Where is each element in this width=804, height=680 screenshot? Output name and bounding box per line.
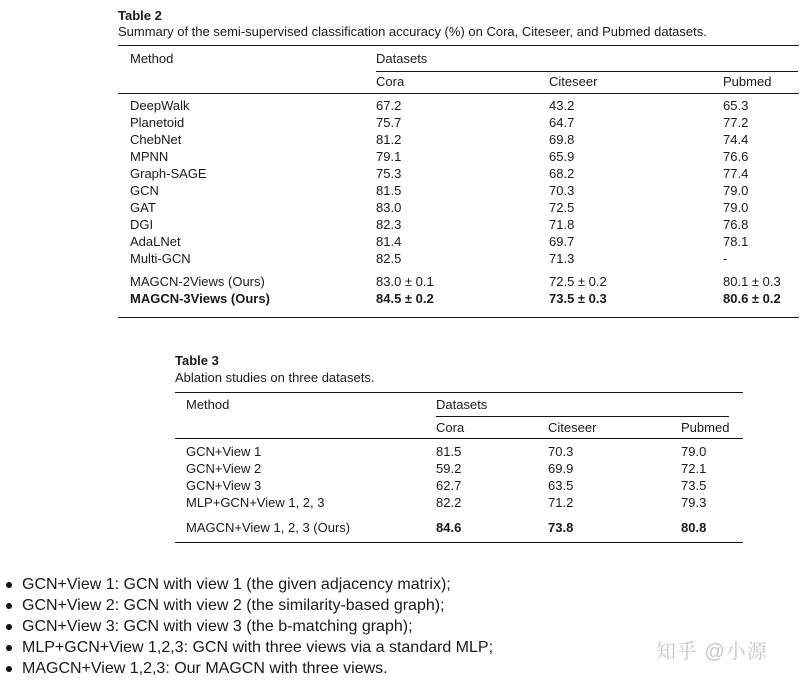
pubmed-cell: 80.6 ± 0.2 [723, 291, 781, 306]
table3-body [186, 443, 736, 536]
citeseer-cell: 69.8 [549, 132, 575, 147]
method-cell: GCN+View 3 [186, 478, 262, 493]
table-row [130, 97, 790, 114]
pubmed-cell: 79.0 [723, 200, 749, 215]
method-cell: ChebNet [130, 132, 182, 147]
table-row [186, 460, 736, 477]
list-item [6, 595, 493, 616]
table3-header-method: Method [186, 397, 230, 412]
table2-header-rule [118, 93, 799, 94]
table-row [130, 114, 790, 131]
bullet-text: GCN+View 3: GCN with view 3 (the b-matching graph); [22, 618, 413, 635]
method-cell: MLP+GCN+View 1, 2, 3 [186, 495, 325, 510]
list-item [6, 637, 493, 658]
method-cell: AdaLNet [130, 234, 181, 249]
table-row [130, 250, 790, 267]
table3-bottom-rule [175, 542, 743, 543]
method-cell: Planetoid [130, 115, 185, 130]
table2-col-cora: Cora [376, 74, 405, 89]
citeseer-cell: 71.2 [548, 495, 574, 510]
table-row [130, 148, 790, 165]
table2-datasets-rule [376, 71, 798, 72]
table-row [130, 182, 790, 199]
citeseer-cell: 64.7 [549, 115, 575, 130]
pubmed-cell: 79.0 [723, 183, 749, 198]
citeseer-cell: 72.5 ± 0.2 [549, 274, 607, 289]
list-item [6, 574, 493, 595]
cora-cell: 81.5 [436, 444, 462, 459]
table-row [130, 165, 790, 182]
bullet-icon [6, 645, 12, 651]
table3-caption: Ablation studies on three datasets. [175, 370, 375, 385]
cora-cell: 84.5 ± 0.2 [376, 291, 434, 306]
method-cell: GAT [130, 200, 156, 215]
cora-cell: 59.2 [436, 461, 462, 476]
pubmed-cell: 76.8 [723, 217, 749, 232]
citeseer-cell: 68.2 [549, 166, 575, 181]
citeseer-cell: 63.5 [548, 478, 574, 493]
table3-col-cora: Cora [436, 420, 465, 435]
table-row [186, 477, 736, 494]
cora-cell: 83.0 ± 0.1 [376, 274, 434, 289]
cora-cell: 83.0 [376, 200, 402, 215]
table2-bottom-rule [118, 317, 799, 318]
table-row [130, 199, 790, 216]
table-row [130, 233, 790, 250]
cora-cell: 82.2 [436, 495, 462, 510]
table2-label: Table 2 [118, 8, 162, 23]
method-cell: GCN+View 1 [186, 444, 262, 459]
cora-cell: 81.4 [376, 234, 402, 249]
table2-body [130, 97, 790, 307]
cora-cell: 81.5 [376, 183, 402, 198]
citeseer-cell: 73.8 [548, 520, 574, 535]
pubmed-cell: 80.1 ± 0.3 [723, 274, 781, 289]
bullet-icon [6, 582, 12, 588]
table-row [130, 273, 790, 290]
table2-caption: Summary of the semi-supervised classification accuracy (%) on Cora, Citeseer, and Pubmed datasets. [118, 24, 707, 39]
bullet-icon [6, 624, 12, 630]
pubmed-cell: 74.4 [723, 132, 749, 147]
table3-header-datasets: Datasets [436, 397, 488, 412]
pubmed-cell: - [723, 251, 728, 266]
table2-col-pubmed: Pubmed [723, 74, 772, 89]
bullet-text: MLP+GCN+View 1,2,3: GCN with three views via a standard MLP; [22, 639, 494, 656]
method-cell: MAGCN-3Views (Ours) [130, 291, 270, 306]
method-cell: GCN+View 2 [186, 461, 262, 476]
pubmed-cell: 79.3 [681, 495, 707, 510]
bullet-text: GCN+View 2: GCN with view 2 (the similarity-based graph); [22, 597, 445, 614]
cora-cell: 82.5 [376, 251, 402, 266]
pubmed-cell: 72.1 [681, 461, 707, 476]
bullet-icon [6, 603, 12, 609]
cora-cell: 75.7 [376, 115, 402, 130]
list-item [6, 658, 493, 679]
pubmed-cell: 80.8 [681, 520, 707, 535]
method-cell: MAGCN-2Views (Ours) [130, 274, 265, 289]
table3-label: Table 3 [175, 353, 219, 368]
table-row-best [130, 290, 790, 307]
cora-cell: 62.7 [436, 478, 462, 493]
pubmed-cell: 79.0 [681, 444, 707, 459]
table3-top-rule [175, 392, 743, 393]
citeseer-cell: 71.8 [549, 217, 575, 232]
method-cell: GCN [130, 183, 159, 198]
table2-header-method: Method [130, 51, 174, 66]
citeseer-cell: 65.9 [549, 149, 575, 164]
method-cell: DGI [130, 217, 154, 232]
table-row-best [186, 519, 736, 536]
citeseer-cell: 71.3 [549, 251, 575, 266]
table-row [130, 216, 790, 233]
cora-cell: 75.3 [376, 166, 402, 181]
pubmed-cell: 76.6 [723, 149, 749, 164]
cora-cell: 82.3 [376, 217, 402, 232]
table3-header-rule [175, 438, 743, 439]
pubmed-cell: 78.1 [723, 234, 749, 249]
cora-cell: 84.6 [436, 520, 462, 535]
citeseer-cell: 70.3 [549, 183, 575, 198]
watermark: 知乎 @小源 [656, 641, 768, 663]
bullet-text: MAGCN+View 1,2,3: Our MAGCN with three views. [22, 660, 388, 677]
citeseer-cell: 73.5 ± 0.3 [549, 291, 607, 306]
pubmed-cell: 77.2 [723, 115, 749, 130]
table2-top-rule [118, 45, 799, 46]
bullet-icon [6, 666, 12, 672]
cora-cell: 81.2 [376, 132, 402, 147]
bullet-text: GCN+View 1: GCN with view 1 (the given adjacency matrix); [22, 576, 451, 593]
table3-datasets-rule [436, 416, 729, 417]
table3-col-pubmed: Pubmed [681, 420, 730, 435]
table-row [186, 494, 736, 511]
ablation-bullet-list [6, 574, 493, 679]
list-item [6, 616, 493, 637]
method-cell: Multi-GCN [130, 251, 191, 266]
citeseer-cell: 72.5 [549, 200, 575, 215]
citeseer-cell: 69.9 [548, 461, 574, 476]
table-row [186, 443, 736, 460]
table2-header-datasets: Datasets [376, 51, 428, 66]
method-cell: MAGCN+View 1, 2, 3 (Ours) [186, 520, 351, 535]
method-cell: DeepWalk [130, 98, 190, 113]
citeseer-cell: 69.7 [549, 234, 575, 249]
method-cell: MPNN [130, 149, 169, 164]
citeseer-cell: 43.2 [549, 98, 575, 113]
pubmed-cell: 65.3 [723, 98, 749, 113]
pubmed-cell: 73.5 [681, 478, 707, 493]
table3-col-citeseer: Citeseer [548, 420, 597, 435]
citeseer-cell: 70.3 [548, 444, 574, 459]
cora-cell: 79.1 [376, 149, 402, 164]
table-row [130, 131, 790, 148]
method-cell: Graph-SAGE [130, 166, 207, 181]
pubmed-cell: 77.4 [723, 166, 749, 181]
cora-cell: 67.2 [376, 98, 402, 113]
table2-col-citeseer: Citeseer [549, 74, 598, 89]
